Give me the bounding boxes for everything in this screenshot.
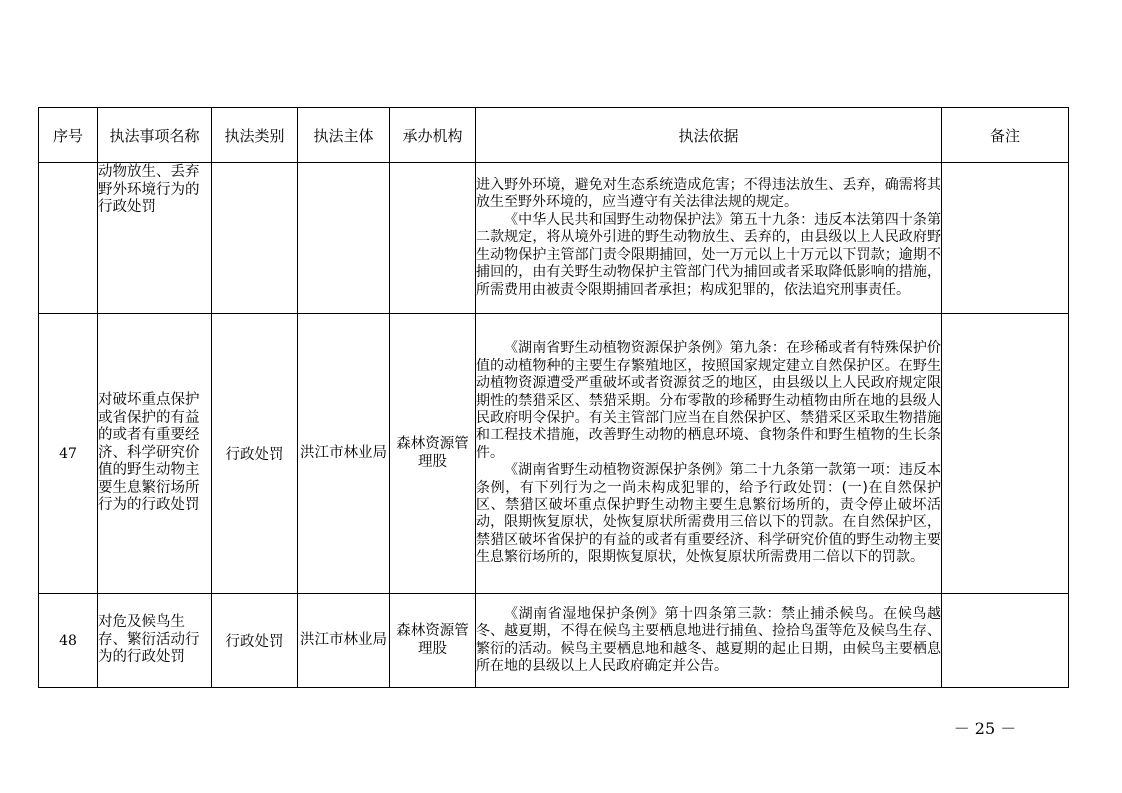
row-index: 47	[39, 314, 98, 594]
row-basis	[476, 314, 942, 594]
row-item-name: 动物放生、丢弃野外环境行为的行政处罚	[98, 163, 212, 314]
row-remark	[942, 163, 1069, 314]
basis-paragraph: 《中华人民共和国野生动物保护法》第五十九条：违反本法第四十条第二款规定，将从境外引进的野生动物放生、丢弃的，由县级以上人民政府野生动物保护主管部门责令限期捕回，处一万元以上十万元以下罚款；逾期不捕回的，由有关野生动物保护主管部门代为捕回或者采取降低影响的措施，所需费用由被责令限期捕回者承担；构成犯罪的，依法追究刑事责任。	[476, 211, 941, 298]
row-office	[390, 163, 476, 314]
row-index	[39, 163, 98, 314]
row-subject	[298, 163, 390, 314]
row-office: 森林资源管理股	[390, 594, 476, 688]
header-basis: 执法依据	[476, 108, 942, 163]
page-number: － 25 －	[953, 719, 1017, 738]
basis-paragraph: 进入野外环境，避免对生态系统造成危害；不得违法放生、丢弃，确需将其放生至野外环境的，应当遵守有关法律法规的规定。	[476, 177, 941, 211]
basis-paragraph: 《湖南省野生动植物资源保护条例》第九条：在珍稀或者有特殊保护价值的动植物种的主要生存繁殖地区，按照国家规定建立自然保护区。在野生动植物资源遭受严重破坏或者资源贫乏的地区，由县级以上人民政府规定限期性的禁猎采区、禁猎采期。分布零散的珍稀野生动植物由所在地的县级人民政府明令保护。有关主管部门应当在自然保护区、禁猎采区采取生物措施和工程技术措施，改善野生动物的栖息环境、食物条件和野生植物的生长条件。	[476, 340, 941, 461]
header-office: 承办机构	[390, 108, 476, 163]
row-remark	[942, 594, 1069, 688]
row-subject: 洪江市林业局	[298, 314, 390, 594]
header-subject: 执法主体	[298, 108, 390, 163]
row-item-name: 对破坏重点保护或省保护的有益的或者有重要经济、科学研究价值的野生动物主要生息繁衍场所行为的行政处罚	[98, 314, 212, 594]
basis-paragraph: 《湖南省野生动植物资源保护条例》第二十九条第一款第一项：违反本条例，有下列行为之一尚未构成犯罪的，给予行政处罚：(一)在自然保护区、禁猎区破坏重点保护野生动物主要生息繁衍场所的，责令停止破坏活动，限期恢复原状，处恢复原状所需费用三倍以下的罚款。在自然保护区，禁猎区破坏省保护的有益的或者有重要经济、科学研究价值的野生动物主要生息繁衍场所的，限期恢复原状，处恢复原状所需费用二倍以下的罚款。	[476, 462, 941, 566]
row-office: 森林资源管理股	[390, 314, 476, 594]
table-row	[39, 163, 1069, 314]
row-category: 行政处罚	[212, 314, 298, 594]
header-item-name: 执法事项名称	[98, 108, 212, 163]
row-category	[212, 163, 298, 314]
header-category: 执法类别	[212, 108, 298, 163]
row-category: 行政处罚	[212, 594, 298, 688]
row-index: 48	[39, 594, 98, 688]
table-header-row	[39, 108, 1069, 163]
row-remark	[942, 314, 1069, 594]
enforcement-items-table	[38, 107, 1069, 688]
header-index: 序号	[39, 108, 98, 163]
table-row	[39, 594, 1069, 688]
row-subject: 洪江市林业局	[298, 594, 390, 688]
row-item-name: 对危及候鸟生存、繁衍活动行为的行政处罚	[98, 594, 212, 688]
basis-paragraph: 《湖南省湿地保护条例》第十四条第三款：禁止捕杀候鸟。在候鸟越冬、越夏期，不得在候鸟主要栖息地进行捕鱼、捡拾鸟蛋等危及候鸟生存、繁衍的活动。候鸟主要栖息地和越冬、越夏期的起止日期，由候鸟主要栖息所在地的县级以上人民政府确定并公告。	[476, 605, 941, 674]
header-remark: 备注	[942, 108, 1069, 163]
row-basis	[476, 594, 942, 688]
table-row	[39, 314, 1069, 594]
row-basis	[476, 163, 942, 314]
